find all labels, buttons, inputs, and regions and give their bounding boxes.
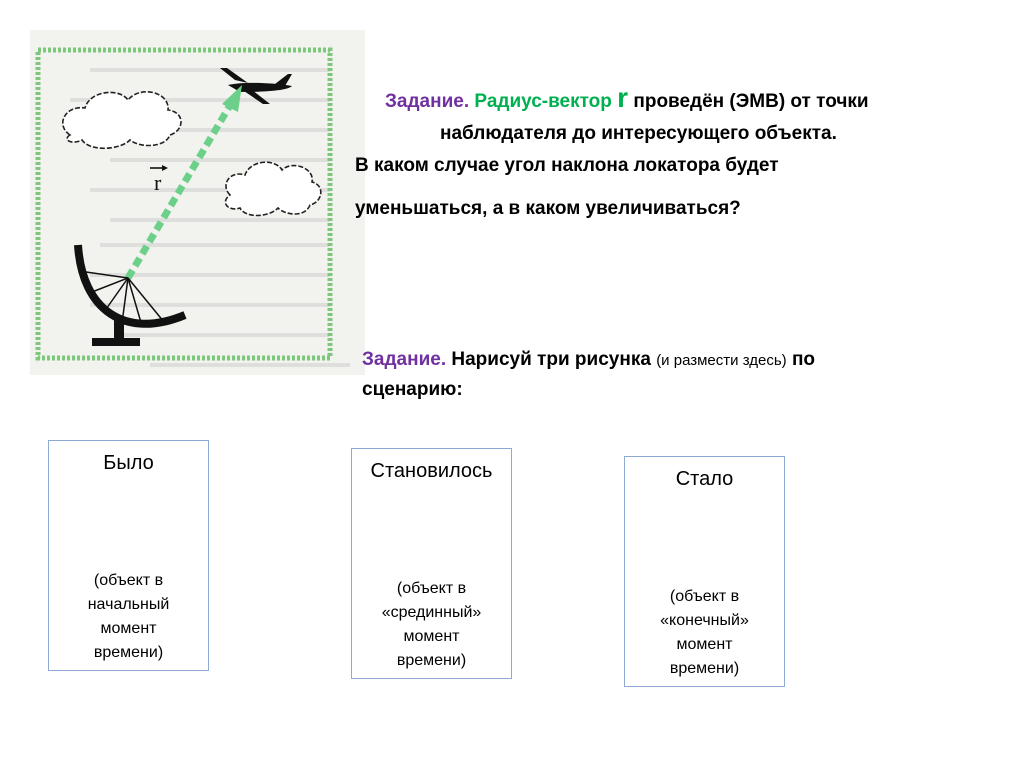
task1-line2: наблюдателя до интересующего объекта. [440, 123, 837, 144]
caption-line: (объект в [93, 572, 164, 589]
box-caption [49, 569, 208, 665]
vector-label: r [154, 170, 162, 195]
box-title: Стало [675, 468, 734, 490]
caption-line: «срединный» [381, 604, 482, 621]
caption-line: (объект в [396, 580, 467, 597]
task2-label: Задание. [362, 349, 447, 370]
scenario-box-during[interactable] [351, 448, 512, 679]
task2-instruction [362, 345, 962, 406]
task2-line2: сценарию: [362, 379, 463, 401]
radar-illustration [30, 30, 365, 375]
radar-scene-image [30, 30, 365, 375]
box-title: Было [103, 452, 154, 474]
task1-question-line1: В каком случае угол наклона локатора будет [355, 155, 779, 176]
caption-line: момент [403, 628, 460, 645]
caption-line: «конечный» [660, 612, 749, 629]
box-title: Становилось [370, 460, 493, 482]
caption-line: времени) [396, 652, 467, 669]
caption-line: момент [100, 620, 157, 637]
caption-line: момент [676, 636, 733, 653]
task1-question-line2: уменьшаться, а в каком увеличиваться? [355, 198, 741, 219]
box-caption [352, 577, 511, 673]
caption-line: времени) [669, 660, 740, 677]
task1-label: Задание. [385, 91, 470, 112]
task2-note: (и размести здесь) [656, 352, 787, 369]
scenario-box-before[interactable] [48, 440, 209, 671]
task1-line1 [385, 82, 1005, 114]
task1-text: проведён (ЭМВ) от точки [633, 91, 869, 112]
caption-line: времени) [93, 644, 164, 661]
task1-prefix: Радиус-вектор [474, 91, 612, 112]
task1-vector: r [617, 82, 629, 113]
caption-line: (объект в [669, 588, 740, 605]
box-caption [625, 585, 784, 681]
task2-text: Нарисуй три рисунка [451, 349, 651, 370]
task2-text-after: по [791, 349, 816, 370]
caption-line: начальный [87, 596, 170, 613]
scenario-box-after[interactable] [624, 456, 785, 687]
